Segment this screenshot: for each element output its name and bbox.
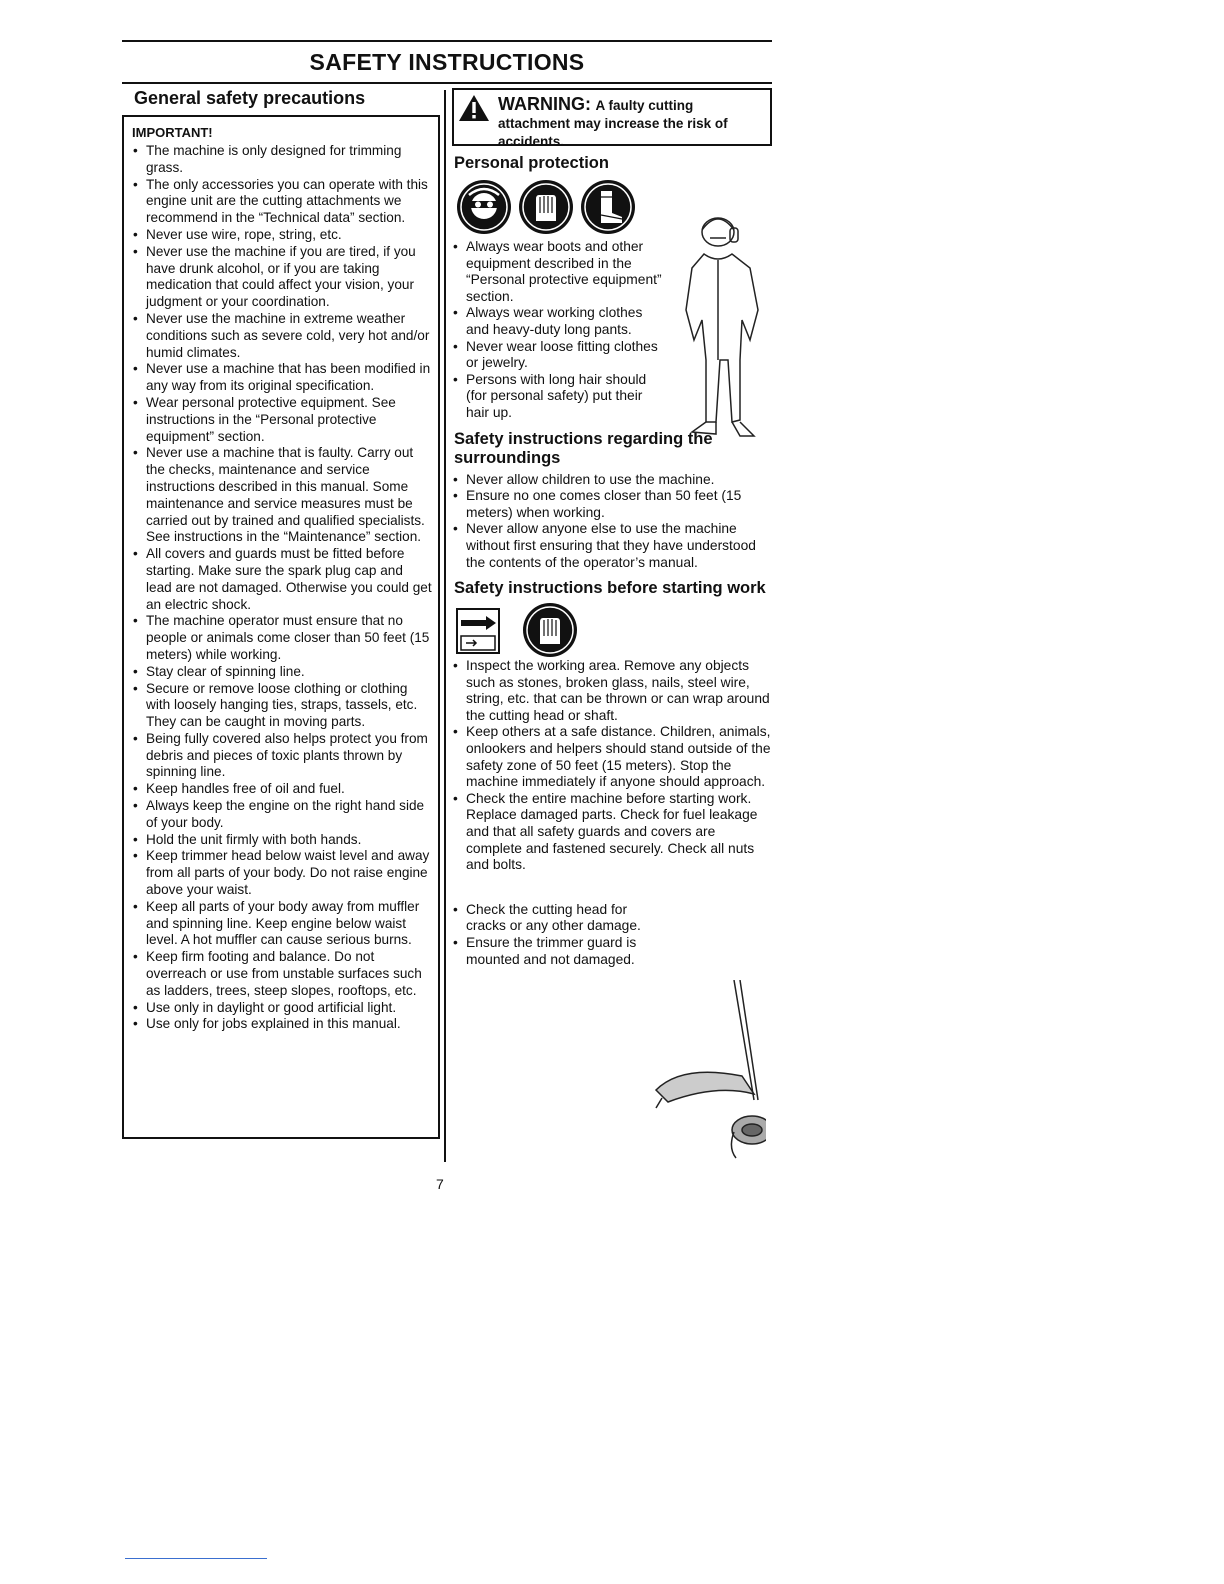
precaution-item: • Always keep the engine on the right hand side of your body. <box>132 798 432 832</box>
read-manual-icon <box>456 608 516 654</box>
cutting-head-check-item: • Check the cutting head for cracks or any other damage. <box>452 902 642 935</box>
before-starting-item: • Inspect the working area. Remove any objects such as stones, broken glass, nails, steel wire, string, etc. that can be thrown or can wrap around the cutting head or shaft. <box>452 658 772 724</box>
precaution-item: • The machine operator must ensure that no people or animals come closer than 50 feet (15 meters) while working. <box>132 613 432 663</box>
precaution-item: • Being fully covered also helps protect you from debris and pieces of toxic plants thrown by spinning line. <box>132 731 432 781</box>
before-starting-item: • Keep others at a safe distance. Children, animals, onlookers and helpers should stand outside of the safety zone of 50 feet (15 meters). Stop the machine immediately if anyone should approach. <box>452 724 772 790</box>
warning-text: A faulty cutting attachment may increase the risk of accidents. <box>498 98 728 149</box>
general-precautions-heading: General safety precautions <box>134 88 366 108</box>
protective-clothing-figure <box>680 210 762 450</box>
before-starting-heading: Safety instructions before starting work <box>454 579 766 598</box>
surroundings-item: • Ensure no one comes closer than 50 feet (15 meters) when working. <box>452 488 772 521</box>
personal-protection-item: • Persons with long hair should (for personal safety) put their hair up. <box>452 372 662 422</box>
important-box <box>122 115 440 1139</box>
right-column <box>452 88 772 968</box>
before-starting-item: • Check the entire machine before starting work. Replace damaged parts. Check for fuel leakage and that all safety guards and covers are complete and fastened securely. Check all nuts and bolts. <box>452 791 772 874</box>
personal-protection-item: • Always wear boots and other equipment described in the “Personal protective equipment” section. <box>452 239 662 305</box>
precaution-item: • Wear personal protective equipment. See instructions in the “Personal protective equipment” section. <box>132 395 432 445</box>
personal-protection-heading: Personal protection <box>454 154 609 172</box>
precaution-item: • Stay clear of spinning line. <box>132 664 432 681</box>
personal-protection-item: • Never wear loose fitting clothes or jewelry. <box>452 339 662 372</box>
precautions-list <box>132 143 432 1033</box>
column-divider <box>444 90 446 1162</box>
precaution-item: • The only accessories you can operate with this engine unit are the cutting attachments we recommend in the “Technical data” section. <box>132 177 432 227</box>
personal-protection-list <box>452 239 662 422</box>
page-title: SAFETY INSTRUCTIONS <box>122 40 772 84</box>
page-number: 7 <box>436 1176 444 1192</box>
precaution-item: • Secure or remove loose clothing or clothing with loosely hanging ties, straps, tassels, etc. They can be caught in moving parts. <box>132 681 432 731</box>
before-starting-list <box>452 658 772 874</box>
surroundings-item: • Never allow anyone else to use the machine without first ensuring that they have understood the contents of the operator’s manual. <box>452 521 772 571</box>
precaution-item: • All covers and guards must be fitted before starting. Make sure the spark plug cap and lead are not damaged. Otherwise you could get an electric shock. <box>132 546 432 613</box>
precaution-item: • Use only for jobs explained in this manual. <box>132 1016 432 1033</box>
warning-word: WARNING: <box>498 94 591 114</box>
precaution-item: • Use only in daylight or good artificial light. <box>132 1000 432 1017</box>
trimmer-head-figure <box>642 980 766 1160</box>
precaution-item: • Keep all parts of your body away from muffler and spinning line. Keep engine below waist level. A hot muffler can cause serious burns. <box>132 899 432 949</box>
warning-triangle-icon <box>458 94 490 122</box>
precaution-item: • The machine is only designed for trimming grass. <box>132 143 432 177</box>
precaution-item: • Keep handles free of oil and fuel. <box>132 781 432 798</box>
personal-protection-item: • Always wear working clothes and heavy-duty long pants. <box>452 305 662 338</box>
important-title: IMPORTANT! <box>132 125 213 140</box>
protective-gloves-icon <box>518 179 574 235</box>
general-precautions-column <box>122 88 440 1139</box>
protective-gloves-icon <box>522 602 578 658</box>
precaution-item: • Keep firm footing and balance. Do not overreach or use from unstable surfaces such as ladders, trees, steep slopes, rooftops, etc. <box>132 949 432 999</box>
protective-boots-icon <box>580 179 636 235</box>
precaution-item: • Never use a machine that has been modified in any way from its original specification. <box>132 361 432 395</box>
precaution-item: • Never use a machine that is faulty. Carry out the checks, maintenance and service instructions described in this manual. Some maintenance and service measures must be carried out by trained and qualified specialists. See instructions in the “Maintenance” section. <box>132 445 432 546</box>
cutting-head-check-list <box>452 902 642 968</box>
surroundings-list <box>452 472 772 572</box>
precaution-item: • Never use the machine in extreme weather conditions such as severe cold, very hot and/or humid climates. <box>132 311 432 361</box>
surroundings-heading: Safety instructions regarding the surroundings <box>454 429 713 467</box>
warning-box <box>452 88 772 149</box>
precaution-item: • Never use the machine if you are tired, if you have drunk alcohol, or if you are taking medication that could affect your vision, your judgment or your coordination. <box>132 244 432 311</box>
precaution-item: • Hold the unit firmly with both hands. <box>132 832 432 849</box>
surroundings-item: • Never allow children to use the machine. <box>452 472 772 489</box>
cutting-head-check-item: • Ensure the trimmer guard is mounted and not damaged. <box>452 935 642 968</box>
precaution-item: • Never use wire, rope, string, etc. <box>132 227 432 244</box>
before-starting-icon-row <box>456 602 772 658</box>
footer-link-line <box>125 1558 267 1559</box>
precaution-item: • Keep trimmer head below waist level and away from all parts of your body. Do not raise engine above your waist. <box>132 848 432 898</box>
hearing-eye-protection-icon <box>456 179 512 235</box>
